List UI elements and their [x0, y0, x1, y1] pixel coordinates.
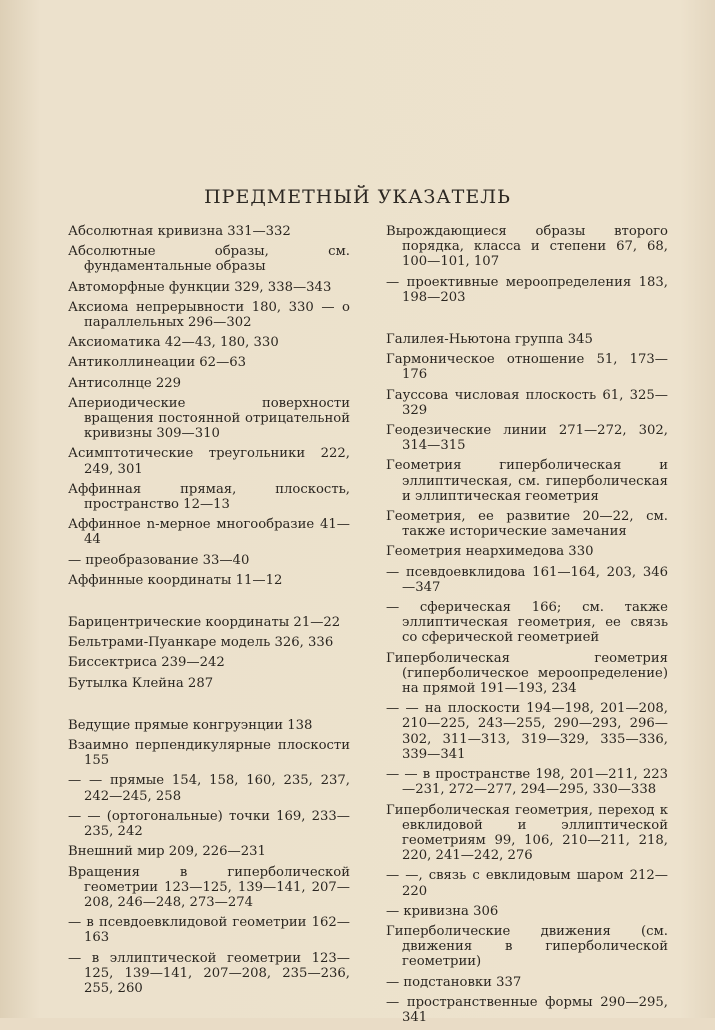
- section-gap: [386, 310, 668, 332]
- index-entry: Гиперболическая геометрия (гиперболическое мероопределение) на прямой 191—193, 234: [386, 650, 668, 697]
- index-entry: Асимптотические треугольники 222, 249, 301: [68, 446, 350, 477]
- index-entry: Биссектриса 239—242: [68, 655, 225, 671]
- index-entry: — пространственные формы 290—295, 341: [386, 994, 668, 1025]
- index-entry: — сферическая 166; см. также эллиптическая геометрия, ее связь со сферической геометрией: [386, 600, 668, 646]
- index-entry: Вращения в гиперболической геометрии 123—125, 139—141, 207—208, 246—248, 273—274: [68, 864, 350, 910]
- index-entry: Барицентрические координаты 21—22: [68, 615, 341, 631]
- index-entry: Антисолнце 229: [68, 375, 182, 391]
- index-entry: Гармоническое отношение 51, 173—176: [386, 352, 668, 383]
- index-entry: Апериодические поверхности вращения постоянной отрицательной кривизны 309—310: [68, 395, 350, 442]
- index-column-right: [386, 224, 668, 1030]
- index-entry: — — прямые 154, 158, 160, 235, 237, 242—245, 258: [68, 773, 350, 804]
- index-entry: Ведущие прямые конгруэнции 138: [68, 717, 313, 733]
- index-entry: Гиперболическая геометрия, переход к евклидовой и эллиптической геометриям 99, 106, 210—211, 218, 220, 241—242, 276: [386, 802, 668, 864]
- index-entry: Геометрия гиперболическая и эллиптическая, см. гиперболическая и эллиптическая геометрия: [386, 458, 668, 504]
- index-entry: — в эллиптической геометрии 123—125, 139—141, 207—208, 235—236, 255, 260: [68, 950, 350, 996]
- index-entry: Взаимно перпендикулярные плоскости 155: [68, 738, 350, 769]
- index-entry: Геометрия, ее развитие 20—22, см. также исторические замечания: [386, 509, 668, 540]
- index-entry: — кривизна 306: [386, 903, 499, 919]
- index-entry: Аксиоматика 42—43, 180, 330: [68, 335, 279, 351]
- index-entry: — — (ортогональные) точки 169, 233—235, 242: [68, 808, 350, 840]
- index-entry: Аффинные координаты 11—12: [68, 572, 283, 588]
- index-entry: Бельтрами-Пуанкаре модель 326, 336: [68, 635, 334, 651]
- index-entry: — преобразование 33—40: [68, 552, 250, 568]
- index-entry: Аффинная прямая, плоскость, пространство 12—13: [68, 481, 350, 513]
- index-entry: Абсолютные образы, см. фундаментальные образы: [68, 244, 350, 275]
- index-entry: — — на плоскости 194—198, 201—208, 210—225, 243—255, 290—293, 296—302, 311—313, 319—329, 335—336, 339—341: [386, 701, 668, 762]
- page-title: ПРЕДМЕТНЫЙ УКАЗАТЕЛЬ: [204, 186, 511, 208]
- index-entry: — проективные мероопределения 183, 198—203: [386, 274, 668, 305]
- index-entry: — подстановки 337: [386, 974, 522, 990]
- index-entry: Аффинное n-мерное многообразие 41—44: [68, 517, 350, 548]
- section-gap: [68, 696, 350, 718]
- index-entry: Геометрия неархимедова 330: [386, 544, 594, 560]
- index-entry: Внешний мир 209, 226—231: [68, 844, 266, 860]
- index-entry: Автоморфные функции 329, 338—343: [68, 279, 332, 295]
- index-column-left: [68, 224, 350, 1001]
- index-entry: Гиперболические движения (см. движения в гиперболической геометрии): [386, 923, 668, 970]
- section-gap: [68, 593, 350, 615]
- index-entry: Гауссова числовая плоскость 61, 325—329: [386, 387, 668, 418]
- index-entry: — — в пространстве 198, 201—211, 223—231, 272—277, 294—295, 330—338: [386, 767, 668, 798]
- index-entry: Аксиома непрерывности 180, 330 — о параллельных 296—302: [68, 299, 350, 331]
- index-entry: Галилея-Ньютона группа 345: [386, 332, 593, 348]
- index-entry: Вырождающиеся образы второго порядка, класса и степени 67, 68, 100—101, 107: [386, 224, 668, 270]
- index-entry: — псевдоевклидова 161—164, 203, 346—347: [386, 564, 668, 595]
- index-entry: Антиколлинеации 62—63: [68, 355, 247, 371]
- index-entry: — в псевдоевклидовой геометрии 162—163: [68, 915, 350, 946]
- index-entry: Абсолютная кривизна 331—332: [68, 224, 291, 239]
- index-entry: Геодезические линии 271—272, 302, 314—315: [386, 423, 668, 454]
- index-entry: — —, связь с евклидовым шаром 212—220: [386, 868, 668, 899]
- index-entry: Бутылка Клейна 287: [68, 675, 214, 691]
